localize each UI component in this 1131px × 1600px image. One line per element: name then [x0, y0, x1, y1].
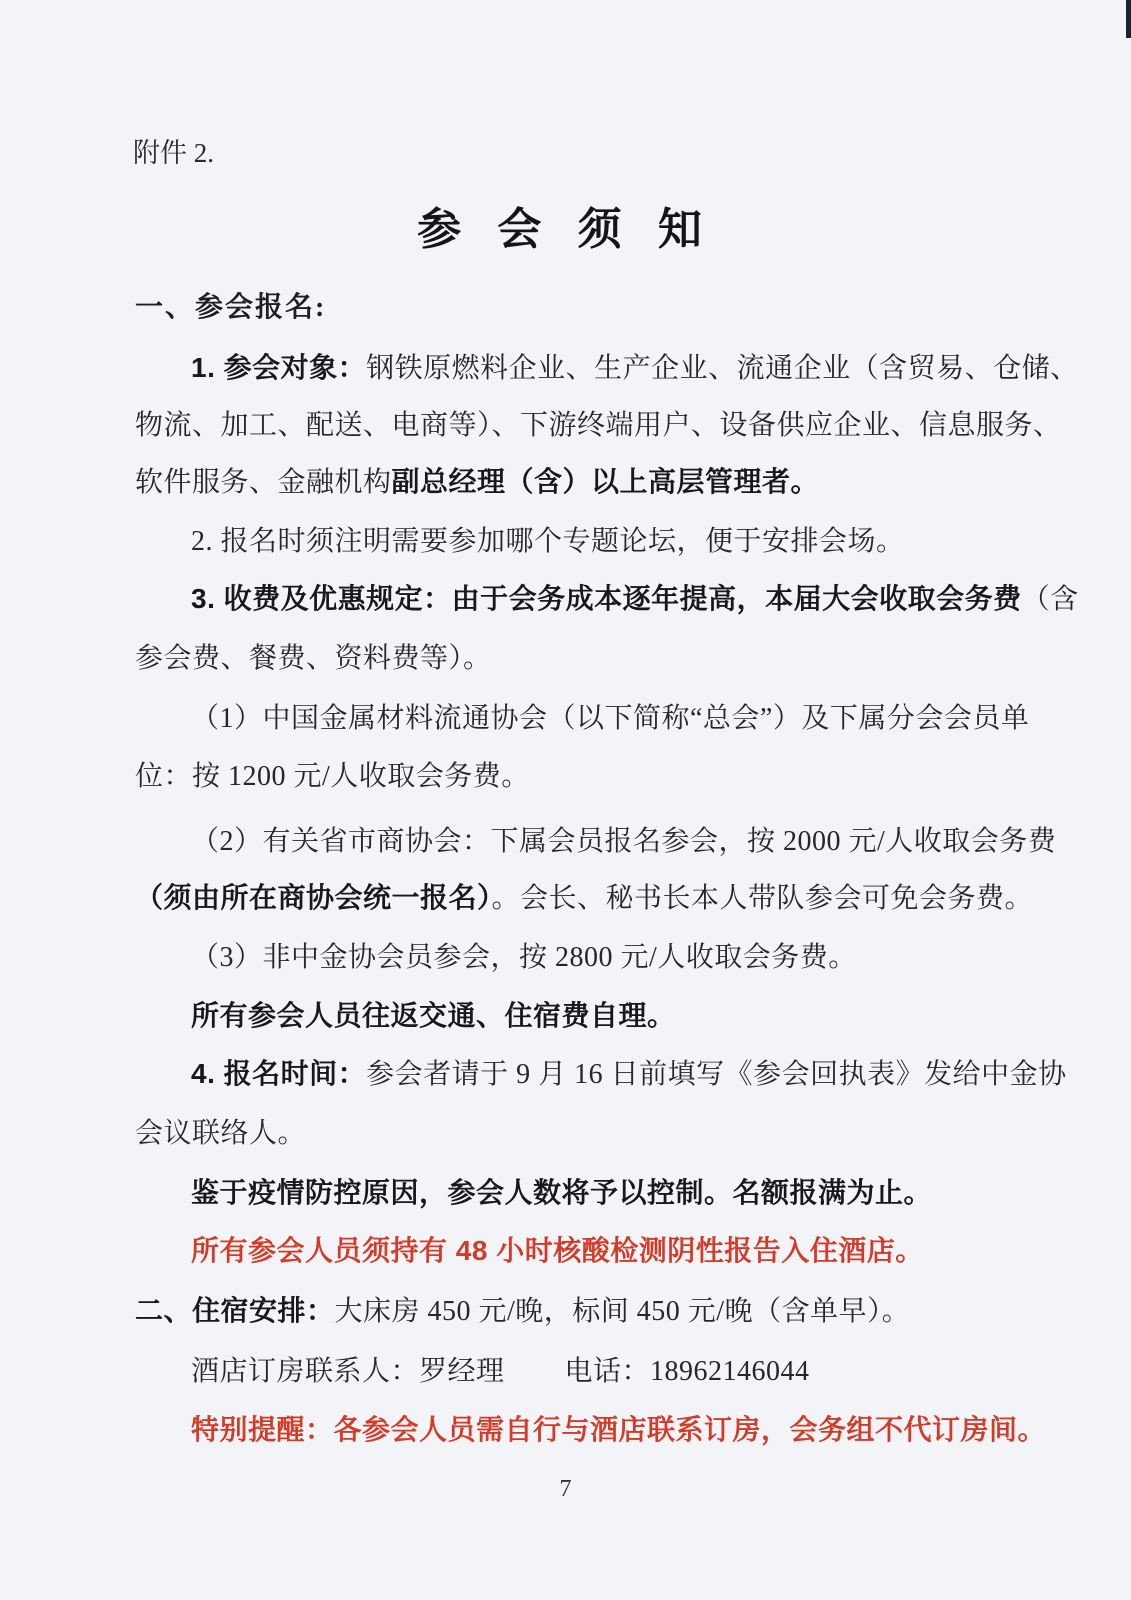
hotel-contact-phone: 电话：18962146044 [564, 1356, 810, 1387]
fee-option-3-line: （3）非中金协会员参会，按 2800 元/人收取会务费。 [191, 942, 857, 973]
item-1-label: 1. 参会对象： [191, 352, 367, 383]
item-1-emphasis: 副总经理（含）以上高层管理者。 [391, 466, 820, 497]
item-1-line-1 [191, 346, 1079, 386]
special-reminder: 特别提醒：各参会人员需自行与酒店联系订房，会务组不代订房间。 [191, 1414, 1047, 1445]
item-3-tail: （含 [1021, 584, 1079, 615]
page-number: 7 [559, 1476, 572, 1502]
section-1-heading: 一、参会报名: [135, 292, 327, 323]
section-2-line [135, 1289, 910, 1329]
item-4-label: 4. 报名时间： [191, 1058, 367, 1089]
item-1-text: 钢铁原燃料企业、生产企业、流通企业（含贸易、仓储、 [366, 353, 1079, 384]
fee-option-1-line-2: 位：按 1200 元/人收取会务费。 [135, 761, 530, 792]
item-4-line-1 [191, 1052, 1067, 1092]
self-pay-note: 所有参会人员往返交通、住宿费自理。 [191, 1000, 676, 1031]
fee-option-2-line-1: （2）有关省市商协会：下属会员报名参会，按 2000 元/人收取会务费 [191, 826, 1057, 857]
section-2-heading: 二、住宿安排： [135, 1295, 335, 1326]
covid-test-notice: 所有参会人员须持有 48 小时核酸检测阴性报告入住酒店。 [191, 1235, 924, 1266]
quota-note: 鉴于疫情防控原因，参会人数将予以控制。名额报满为止。 [191, 1177, 933, 1208]
item-1-line-2: 物流、加工、配送、电商等）、下游终端用户、设备供应企业、信息服务、 [135, 410, 1062, 441]
fee-option-2-line-2 [135, 876, 1033, 916]
document-title: 参 会 须 知 [417, 205, 714, 254]
item-4-text: 参会者请于 9 月 16 日前填写《参会回执表》发给中金协 [366, 1059, 1067, 1090]
item-3-line-2: 参会费、餐费、资料费等）。 [135, 643, 492, 674]
item-3-line-1 [191, 577, 1079, 617]
hotel-contact-line [191, 1349, 810, 1389]
item-2-line: 2. 报名时须注明需要参加哪个专题论坛，便于安排会场。 [191, 526, 905, 557]
fee-option-1-line-1: （1）中国金属材料流通协会（以下简称“总会”）及下属分会会员单 [191, 703, 1030, 734]
item-1-line-3 [135, 460, 819, 500]
hotel-contact-name: 酒店订房联系人：罗经理 [191, 1356, 505, 1387]
section-2-room-info: 大床房 450 元/晚，标间 450 元/晚（含单早）。 [334, 1296, 911, 1327]
item-1-text-cont: 软件服务、金融机构 [135, 467, 392, 498]
fee-option-2-text: 。会长、秘书长本人带队参会可免会务费。 [491, 883, 1034, 914]
scan-edge-artifact [1126, 0, 1131, 38]
item-4-line-2: 会议联络人。 [135, 1118, 307, 1149]
fee-option-2-emphasis: （须由所在商协会统一报名） [135, 882, 492, 913]
item-3-label: 3. 收费及优惠规定：由于会务成本逐年提高，本届大会收取会务费 [191, 583, 1022, 614]
attachment-label: 附件 2. [133, 138, 214, 168]
